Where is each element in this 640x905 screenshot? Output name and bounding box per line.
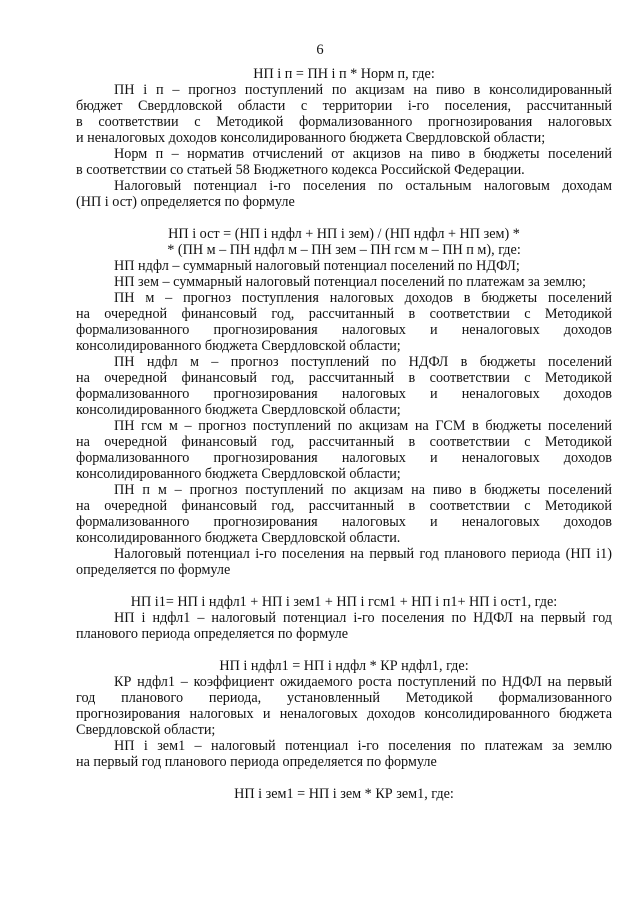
formula [76, 226, 612, 258]
formula-line: * (ПН м – ПН ндфл м – ПН зем – ПН гсм м – ПН п м), где: [167, 242, 521, 258]
text-line: бюджет Свердловской области с территории i-го поселения, рассчитанный [76, 98, 612, 114]
text-line: на очередной финансовый год, рассчитанный в соответствии с Методикой [76, 434, 612, 450]
formula [76, 658, 612, 674]
text-line: Норм п – норматив отчислений от акцизов на пиво в бюджеты поселений [114, 146, 612, 162]
text-line: формализованного прогнозирования налоговых и неналоговых доходов [76, 386, 612, 402]
formula-line: НП i1= НП i ндфл1 + НП i зем1 + НП i гсм1 + НП i п1+ НП i ост1, где: [130, 594, 558, 610]
text-line: определяется по формуле [76, 562, 231, 578]
text-line: консолидированного бюджета Свердловской области; [76, 402, 401, 418]
blank-line [76, 578, 612, 594]
text-line: формализованного прогнозирования налоговых и неналоговых доходов [76, 450, 612, 466]
formula [76, 66, 612, 82]
text-line: Свердловской области; [76, 722, 216, 738]
text-line: на очередной финансовый год, рассчитанный в соответствии с Методикой [76, 498, 612, 514]
formula-line: НП i п = ПН i п * Норм п, где: [253, 66, 435, 82]
paragraph [76, 146, 612, 178]
formula [76, 594, 612, 610]
text-line: НП i ндфл1 – налоговый потенциал i-го поселения по НДФЛ на первый год [114, 610, 612, 626]
formula [76, 786, 612, 802]
text-line: формализованного прогнозирования налоговых и неналоговых доходов [76, 514, 612, 530]
text-line: Налоговый потенциал i-го поселения по остальным налоговым доходам [114, 178, 612, 194]
text-line: КР ндфл1 – коэффициент ожидаемого роста поступлений по НДФЛ на первый [114, 674, 612, 690]
paragraph [76, 610, 612, 642]
page-number: 6 [316, 42, 324, 58]
paragraph [76, 674, 612, 738]
text-line: консолидированного бюджета Свердловской области; [76, 466, 401, 482]
text-line: ПН гсм м – прогноз поступлений по акцизам на ГСМ в бюджеты поселений [114, 418, 612, 434]
blank-line [76, 770, 612, 786]
blank-line [76, 210, 612, 226]
text-line: НП ндфл – суммарный налоговый потенциал поселений по НДФЛ; [114, 258, 520, 274]
paragraph [76, 274, 612, 290]
text-line: и неналоговых доходов консолидированного бюджета Свердловской области; [76, 130, 546, 146]
paragraph [76, 258, 612, 274]
text-line: в соответствии со статьей 58 Бюджетного кодекса Российской Федерации. [76, 162, 525, 178]
text-line: планового периода определяется по формуле [76, 626, 349, 642]
text-line: ПН i п – прогноз поступлений по акцизам на пиво в консолидированный [114, 82, 612, 98]
paragraph [76, 546, 612, 578]
formula-line: НП i ост = (НП i ндфл + НП i зем) / (НП ндфл + НП зем) * [168, 226, 520, 242]
text-line: на очередной финансовый год, рассчитанный в соответствии с Методикой [76, 370, 612, 386]
paragraph [76, 482, 612, 546]
text-line: консолидированного бюджета Свердловской области. [76, 530, 401, 546]
text-line: формализованного прогнозирования налоговых и неналоговых доходов [76, 322, 612, 338]
text-line: ПН м – прогноз поступления налоговых доходов в бюджеты поселений [114, 290, 612, 306]
text-line: в соответствии с Методикой формализованного прогнозирования налоговых [76, 114, 612, 130]
paragraph [76, 418, 612, 482]
text-line: консолидированного бюджета Свердловской области; [76, 338, 401, 354]
text-line: Налоговый потенциал i-го поселения на первый год планового периода (НП i1) [114, 546, 612, 562]
text-line: ПН п м – прогноз поступлений по акцизам на пиво в бюджеты поселений [114, 482, 612, 498]
text-line: НП i зем1 – налоговый потенциал i-го поселения по платежам за землю [114, 738, 612, 754]
paragraph [76, 290, 612, 354]
text-line: (НП i ост) определяется по формуле [76, 194, 295, 210]
document-body [76, 66, 612, 802]
text-line: НП зем – суммарный налоговый потенциал поселений по платежам за землю; [114, 274, 586, 290]
paragraph [76, 178, 612, 210]
paragraph [76, 82, 612, 146]
text-line: год планового периода, установленный Методикой формализованного [76, 690, 612, 706]
text-line: на первый год планового периода определяется по формуле [76, 754, 437, 770]
formula-line: НП i зем1 = НП i зем * КР зем1, где: [234, 786, 454, 802]
text-line: на очередной финансовый год, рассчитанный в соответствии с Методикой [76, 306, 612, 322]
text-line: прогнозирования налоговых и неналоговых доходов консолидированного бюджета [76, 706, 612, 722]
paragraph [76, 354, 612, 418]
blank-line [76, 642, 612, 658]
text-line: ПН ндфл м – прогноз поступлений по НДФЛ в бюджеты поселений [114, 354, 612, 370]
formula-line: НП i ндфл1 = НП i ндфл * КР ндфл1, где: [219, 658, 469, 674]
paragraph [76, 738, 612, 770]
